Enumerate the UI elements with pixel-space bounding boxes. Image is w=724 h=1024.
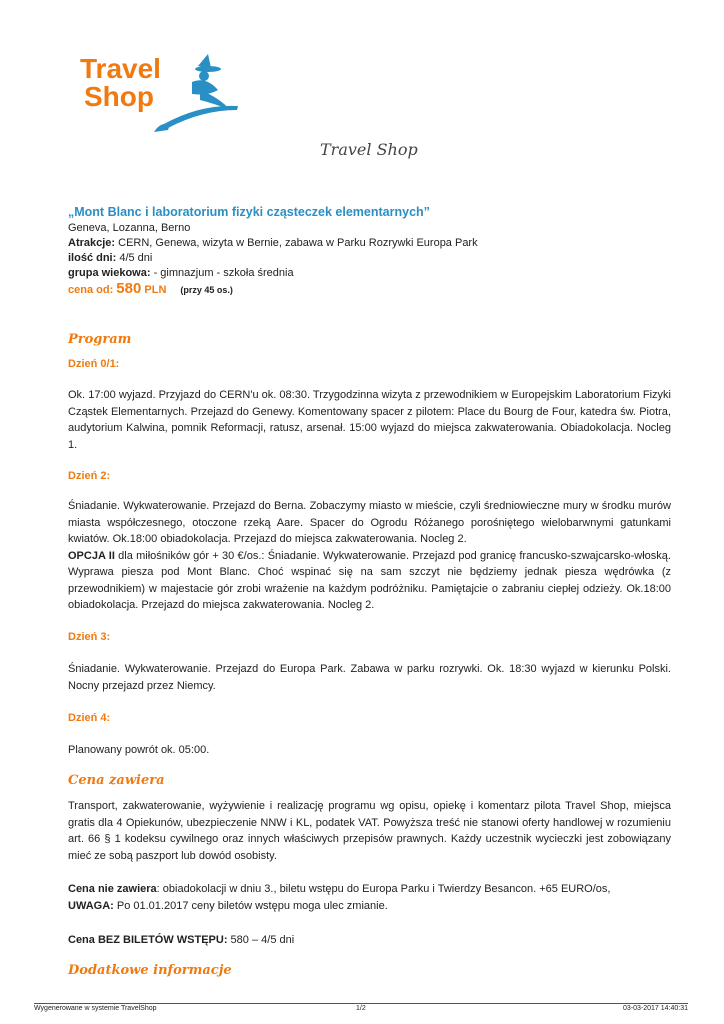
logo-text-line1: Travel bbox=[80, 53, 161, 84]
footer-timestamp: 03-03-2017 14:40:31 bbox=[623, 1005, 688, 1012]
footer-page-number: 1/2 bbox=[356, 1005, 366, 1012]
price-amount: 580 bbox=[116, 280, 142, 297]
trip-days bbox=[68, 251, 672, 266]
program-heading: Program bbox=[68, 332, 132, 347]
price-currency: PLN bbox=[144, 284, 167, 296]
trip-route: Geneva, Lozanna, Berno bbox=[68, 222, 191, 234]
no-tickets-label: Cena BEZ BILETÓW WSTĘPU: bbox=[68, 934, 228, 946]
includes-heading: Cena zawiera bbox=[68, 773, 165, 788]
days-value: 4/5 dni bbox=[116, 252, 153, 264]
trip-summary bbox=[68, 203, 672, 298]
trip-attractions bbox=[68, 236, 672, 251]
day-4-text: Planowany powrót ok. 05:00. bbox=[68, 744, 210, 756]
day-4-title: Dzień 4: bbox=[68, 712, 111, 724]
day-3-title: Dzień 3: bbox=[68, 631, 111, 643]
attractions-label: Atrakcje: bbox=[68, 237, 116, 249]
days-label: ilość dni: bbox=[68, 252, 117, 264]
age-label: grupa wiekowa: bbox=[68, 267, 151, 279]
excludes-block bbox=[68, 881, 671, 914]
excludes-label: Cena nie zawiera bbox=[68, 883, 157, 895]
additional-info-heading: Dodatkowe informacje bbox=[68, 963, 232, 978]
footer-generated: Wygenerowane w systemie TravelShop bbox=[34, 1005, 157, 1012]
day-2-main-text: Śniadanie. Wykwaterowanie. Przejazd do Berna. Zobaczymy miasto w mieście, czyli średniowieczne mury w środku murów miasta współczesnego, otoczone rzeką Aare. Spacer do Ogrodu Różanego porośniętego wielobarwnymi gatunkami kwiatów. Ok.18:00 obiadokolacja. Przejazd do miejsca zakwaterowania. Nocleg 2. bbox=[68, 500, 671, 545]
day-3-text: Śniadanie. Wykwaterowanie. Przejazd do Europa Park. Zabawa w parku rozrywki. Ok. 18:30 wyjazd w kierunku Polski. Nocny przejazd przez Niemcy. bbox=[68, 663, 671, 692]
trip-title: „Mont Blanc i laboratorium fizyki cząsteczek elementarnych” bbox=[68, 205, 430, 219]
includes-text: Transport, zakwaterowanie, wyżywienie i realizację programu wg opisu, opiekę i komentarz pilota Travel Shop, miejsca gratis dla 4 Opiekunów, ubezpieczenie NNW i KL, podatek VAT. Powyższa treść nie stanowi oferty handlowej w rozumieniu art. 66 § 1 kodeksu cywilnego oraz innych właściwych przepisów prawnych. Każdy uczestnik wycieczki jest zobowiązany mieć ze sobą paszport lub dowód osobisty. bbox=[68, 800, 671, 862]
option-label: OPCJA II bbox=[68, 549, 115, 562]
travel-shop-logo bbox=[80, 52, 240, 138]
warning-text: Po 01.01.2017 ceny biletów wstępu moga ulec zmianie. bbox=[113, 899, 388, 912]
attractions-value: CERN, Genewa, wizyta w Bernie, zabawa w Parku Rozrywki Europa Park bbox=[115, 237, 478, 249]
day-2-title: Dzień 2: bbox=[68, 470, 111, 482]
site-name: Travel Shop bbox=[320, 140, 418, 159]
price-label: cena od: bbox=[68, 284, 114, 296]
trip-price bbox=[68, 281, 672, 298]
age-value: - gimnazjum - szkoła średnia bbox=[150, 267, 294, 279]
excludes-text: : obiadokolacji w dniu 3., biletu wstępu do Europa Parku i Twierdzy Besancon. +65 EURO/os, bbox=[156, 883, 611, 895]
price-note: (przy 45 os.) bbox=[180, 285, 233, 295]
trip-age-group bbox=[68, 266, 672, 281]
no-tickets-value: 580 – 4/5 dni bbox=[227, 934, 295, 946]
day-2-text bbox=[68, 498, 671, 614]
page-footer bbox=[34, 1003, 688, 1015]
option-text: dla miłośników gór + 30 €/os.: Śniadanie. Wykwaterowanie. Przejazd pod granicę francusko-szwajcarsko-włoską. Wyprawa piesza pod Mont Blanc. Choć wspinać się na sam szczyt nie będziemy jednak piesza wędrówka (z przewodnikiem) w majestacie gór zrobi wrażenie na każdym podróżniku. Pamiętajcie o zabraniu ciepłej odzieży. Ok.18:00 obiadokolacja. Przejazd do miejsca zakwaterowania. Nocleg 2. bbox=[68, 549, 671, 611]
no-tickets-price bbox=[68, 932, 671, 949]
day-0-1-title: Dzień 0/1: bbox=[68, 358, 120, 370]
logo-text-line2: Shop bbox=[84, 81, 154, 112]
day-0-1-text: Ok. 17:00 wyjazd. Przyjazd do CERN'u ok. 08:30. Trzygodzinna wizyta z przewodnikiem w Europejskim Laboratorium Fizyki Cząstek Elementarnych. Przejazd do Genewy. Komentowany spacer z pilotem: Place du Bourg de Four, katedra św. Piotra, audytorium Kalwina, pomnik Reformacji, ratusz, arsenał. 15:00 wyjazd do miejsca zakwaterowania. Obiadokolacja. Nocleg 1. bbox=[68, 389, 671, 451]
witch-icon bbox=[154, 54, 238, 132]
warning-label: UWAGA: bbox=[68, 899, 114, 912]
